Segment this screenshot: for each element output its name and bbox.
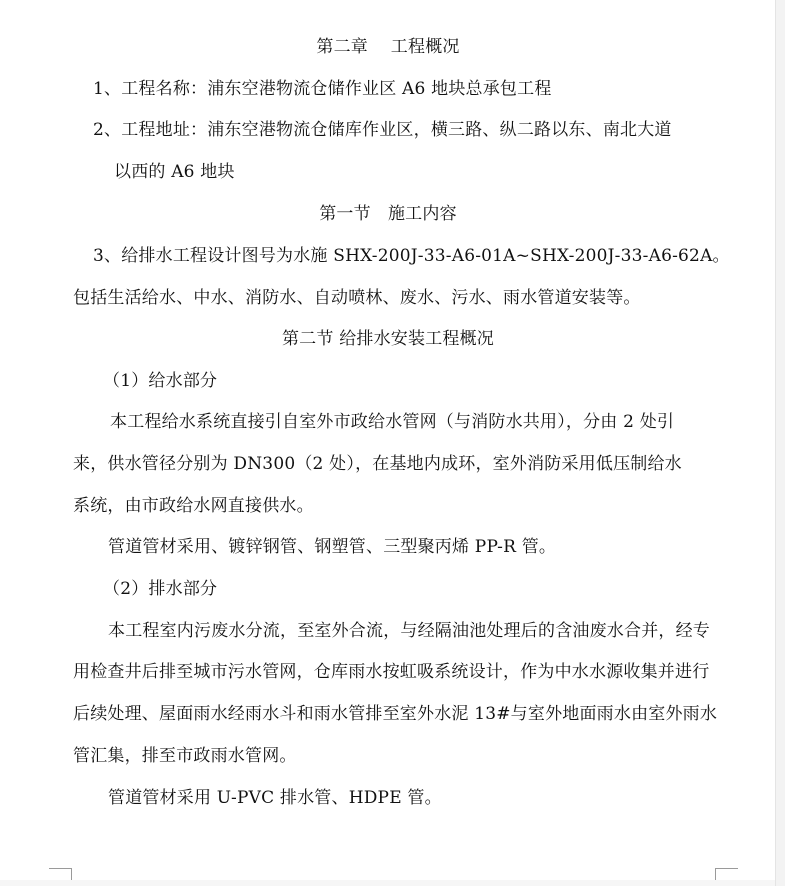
project-address-line-1: 2、工程地址：浦东空港物流仓储库作业区，横三路、纵二路以东、南北大道 [93,120,672,140]
drainage-heading: （2）排水部分 [103,579,218,599]
chapter-title: 第二章 工程概况 [316,37,460,57]
water-pipe-materials: 管道管材采用、镀锌钢管、钢塑管、三型聚丙烯 PP-R 管。 [108,537,557,557]
drainage-para-line-1: 本工程室内污废水分流，至室外合流，与经隔油池处理后的含油废水合并，经专 [108,621,710,641]
project-name-item: 1、工程名称：浦东空港物流仓储作业区 A6 地块总承包工程 [93,79,552,99]
water-supply-para-line-1: 本工程给水系统直接引自室外市政给水管网（与消防水共用），分由 2 处引 [110,412,675,432]
water-supply-heading: （1）给水部分 [103,371,218,391]
section-1-title: 第一节 施工内容 [319,204,457,224]
drawing-number-line-2: 包括生活给水、中水、消防水、自动喷林、废水、污水、雨水管道安装等。 [73,288,641,308]
page-bottom-edge [0,880,776,886]
section-2-title: 第二节 给排水安装工程概况 [281,329,494,349]
water-supply-para-line-2: 来，供水管径分别为 DN300（2 处），在基地内成环，室外消防采用低压制给水 [73,454,682,474]
project-address-line-2: 以西的 A6 地块 [114,162,235,182]
drain-pipe-materials: 管道管材采用 U-PVC 排水管、HDPE 管。 [108,788,442,808]
drainage-para-line-2: 用检查井后排至城市污水管网，仓库雨水按虹吸系统设计，作为中水水源收集并进行 [73,662,710,682]
drainage-para-line-3: 后续处理、屋面雨水经雨水斗和雨水管排至室外水泥 13#与室外地面雨水由室外雨水 [73,704,718,724]
drainage-para-line-4: 管汇集，排至市政雨水管网。 [73,746,297,766]
drawing-number-line-1: 3、给排水工程设计图号为水施 SHX-200J-33-A6-01A~SHX-200J-33-A6-62A。 [93,246,730,266]
window-right-edge [775,0,785,886]
water-supply-para-line-3: 系统，由市政给水网直接供水。 [73,496,314,516]
